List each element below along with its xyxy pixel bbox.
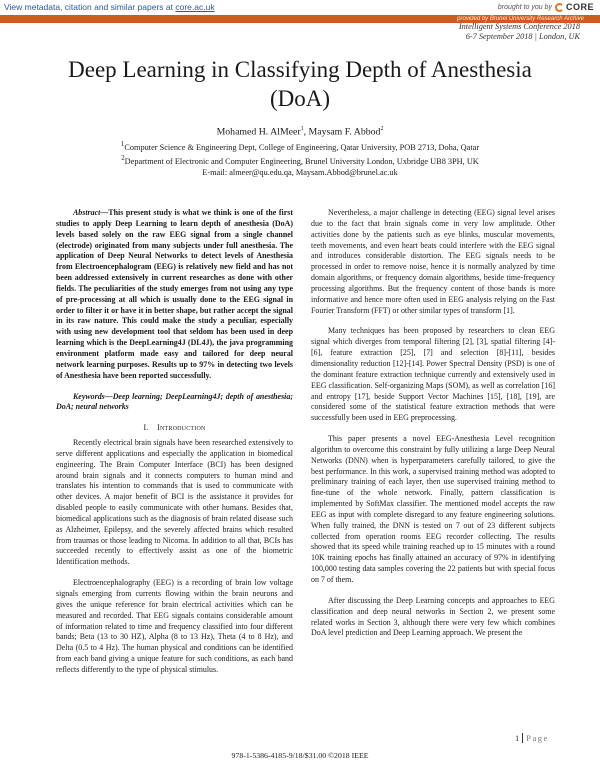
affiliation-text: Computer Science & Engineering Dept, College of Engineering, Qatar University, POB 2713, Doha, Qatar: [124, 142, 480, 152]
author-superscript: 2: [380, 126, 384, 132]
section-title: Introduction: [157, 423, 206, 433]
copyright-notice: 978-1-5386-4185-9/18/$31.00 ©2018 IEEE: [231, 751, 369, 760]
author-separator: ,: [303, 126, 309, 138]
keywords-label: Keywords: [73, 391, 105, 401]
left-column: [56, 208, 293, 676]
body-paragraph: After discussing the Deep Learning concepts and approaches to EEG classification and deep neural networks in Section 2, we present some related works in Section 3, although there were very few which combines DoA level prediction and Deep Learning approach. We present the: [311, 595, 555, 638]
core-metadata-link[interactable]: [4, 2, 215, 12]
section-numeral: I.: [143, 423, 149, 433]
authors: [20, 123, 580, 138]
abstract-label: Abstract: [73, 208, 101, 217]
abstract-dash: —: [100, 208, 109, 217]
affiliation-text: Department of Electronic and Computer Engineering, Brunel University London, Uxbridge UB8 3PH, UK: [124, 156, 479, 166]
page-number: [515, 733, 549, 743]
core-brand[interactable]: [498, 2, 594, 12]
conference-date-location: 6-7 September 2018 | London, UK: [465, 32, 580, 41]
core-link-domain[interactable]: core.ac.uk: [175, 2, 215, 12]
core-banner: [0, 0, 600, 14]
paper-title: Deep Learning in Classifying Depth of Anesthesia (DoA): [68, 57, 532, 111]
body-paragraph: This paper presents a novel EEG-Anesthesia Level recognition algorithm to overcome this constraint by fully utilizing a large Deep Neural Networks (DNN) when is hyperparameters carefully tailored, to give the best performance. In this work, a supervised training method was adopted to preliminary training of each layer, then use supervised training method to fine-tune of the whole network. Finally, pattern classification is implemented by SoftMax classifier. The mentioned model accepts the raw EEG as input with complete disregard to any feature engineering solutions. When fully trained, the DNN is tested on 7 out of 23 different subjects collected from operation rooms EEG recorder collecting. The results showed that its speed while training reached up to 15 minutes with a round 10K training epochs has finally attained an accuracy of 97% in identifying 100,000 testing data samples covering the 22 patients but with special focus on 7 of them.: [311, 434, 555, 584]
affiliation-line: [20, 139, 580, 153]
core-logo-icon: [555, 3, 564, 12]
body-paragraph: Nevertheless, a major challenge in detecting (EEG) signal level arises due to the fact that brain signals come in very low amplitude. Other activities done by the patients such as eye blinks, muscular movements, teeth movements, and even heart beats could interfere with the EEG signal and introduces considerable distortion. The EEG signals needs to be processed in order to remove noise, hence it is normally analyzed by time domain algorithms, or frequency domain algorithms, beside time-frequency processing algorithms. But the frequency content of those bands is more informative and hence more often used in EEG analysis relying on the Fast Fourier Transform (FFT) or other similar types of transform [1].: [311, 208, 555, 315]
core-logo[interactable]: [555, 2, 594, 12]
core-logo-text: CORE: [565, 2, 594, 12]
author-emails: E-mail: almeer@qu.edu.qa, Maysam.Abbod@brunel.ac.uk: [202, 167, 398, 177]
page-number-value: 1: [515, 733, 520, 743]
author-name: Maysam F. Abbod: [308, 126, 381, 138]
brought-by-text: brought to you by: [497, 3, 552, 11]
abstract-text: This present study is what we think is one of the first studies to apply Deep Learning to learn depth of anesthesia (DoA) levels based solely on the raw EEG signal from a single channel (electrode) originated from many subjects under full anesthesia. The application of Deep Neural Networks to detect levels of Anesthesia from Electroencephalogram (EEG) is relatively new field and has not been addressed extensively in current researches as done with other fields. The peculiarities of the study emerges from not using any type of pre-processing at all which is usually done to the EEG signal in order to filter it or have it in better shape, but rather accept the signal in its raw nature. This could make the study a peculiar, especially with using new development tool that seldom has been used in deep learning which is the DeepLearning4J (DL4J), the java programming environment platform made easy and tailored for deep neural network learning purposes. Results up to 97% in detecting two levels of Anesthesia have been reported successfully.: [56, 208, 293, 380]
affiliation-line: [20, 153, 580, 167]
affiliations: [20, 139, 580, 178]
conference-header: [459, 22, 580, 42]
core-link-text[interactable]: View metadata, citation and similar papers at: [4, 2, 176, 12]
conference-name: Intelligent Systems Conference 2018: [458, 22, 580, 31]
author-superscript: 1: [300, 126, 304, 132]
right-column: [311, 208, 555, 639]
body-paragraph: Many techniques has been proposed by researchers to clean EEG signal which diverges from temporal filtering [2], [3], spatial filtering [4]-[6], feature extraction [25], [7] and selection [8]-[11], besides dimensionality reduction [12]-[14]. Power Spectral Density (PSD) is one of the dominant feature extraction technique currently and extensively used in EEG classification. Self-organizing Maps (SOM), as well as correlation [16] and entropy [17], beside Support Vector Machines [15], [18], [19], are considered some of the statistical feature extraction methods that were successfully been used in EEG preprocessing.: [311, 326, 555, 423]
body-paragraph: Recently electrical brain signals have been researched extensively to serve different applications and especially the application in biomedical engineering. The Brain Computer Interface (BCI) has been designed around brain signals and it connects computers to human mind and translates his intention to commands that is used to communicate with other devices. A major benefit of BCI is the assistance it provides for disabled people to easily communicate with other humans. Besides that, biomedical applications such as the diagnosis of brain related disease such as Alzheimer, Epilepsy, and the severely affected brains which resulted from traumas or those leading to Nicoma. In addition to all that, BCIs has succeeded recently to effectively assist as one of the biometric Identification methods.: [56, 438, 293, 567]
keywords-text: —Deep learning; DeepLearning4J; depth of anesthesia; DoA; neural networks: [56, 391, 293, 412]
affiliation-superscript: 1: [120, 141, 125, 148]
affiliation-superscript: 2: [121, 154, 125, 162]
core-provider-text[interactable]: provided by Brunel University Research Archive: [457, 16, 584, 22]
author-name: Mohamed H. AlMeer: [216, 126, 301, 138]
page-label: Page: [526, 733, 549, 743]
page-number-divider: [522, 733, 523, 743]
body-paragraph: Electroencephalography (EEG) is a recording of brain low voltage signals emerging from currents flowing within the brain neurons and gives the unique reference for brain electrical activities which can be measured and recorded. That EEG signals contains considerable amount of information related to time and frequency classified into four different bands; Beta (13 to 30 HZ), Alpha (8 to 13 Hz), Theta (4 to 8 Hz), and Delta (0.5 to 4 Hz). The human physical and conditions can be identified from each band giving a unique feature for such conditions, as each band reflects differently to the type of physical stimulus.: [56, 578, 293, 674]
keywords: [56, 392, 293, 414]
section-heading: [56, 423, 293, 434]
abstract: [56, 208, 293, 382]
